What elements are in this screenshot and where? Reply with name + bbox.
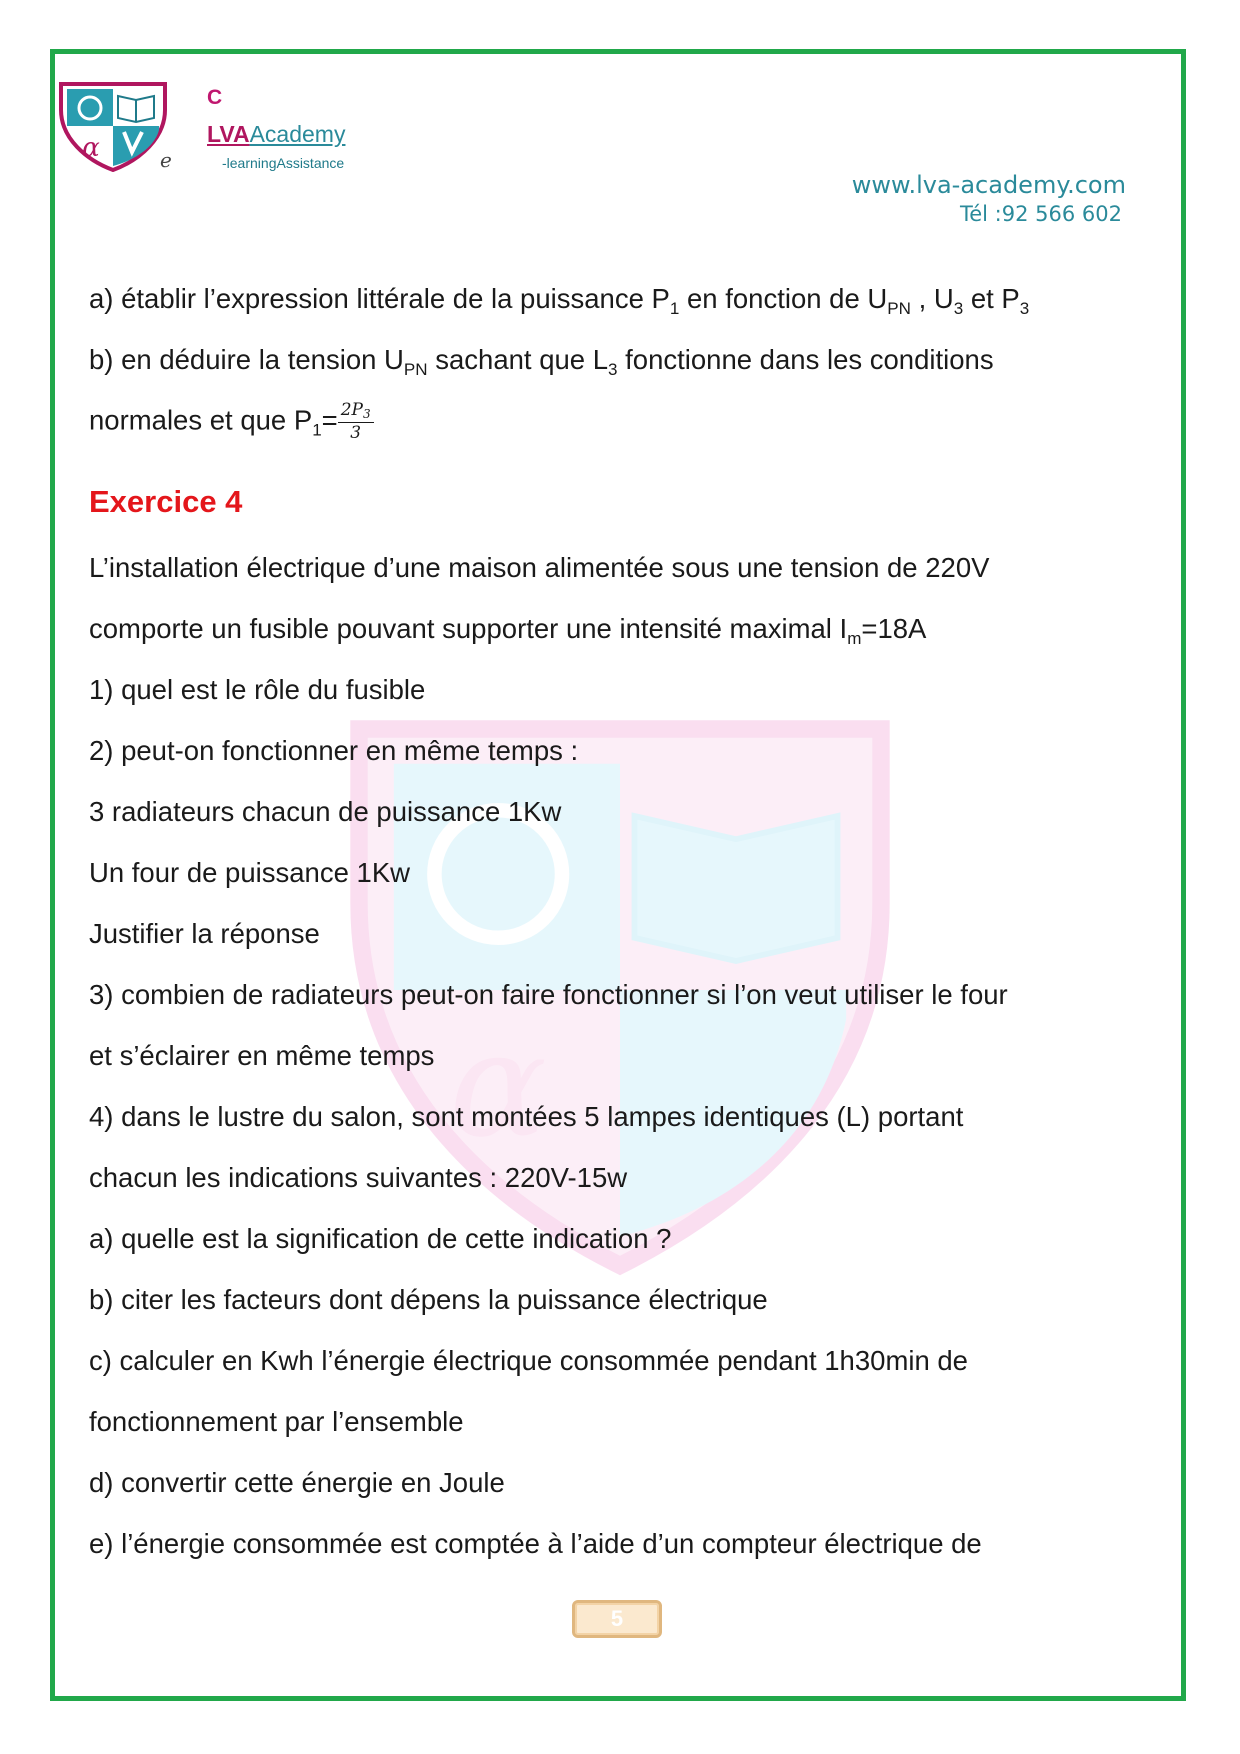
question-b-cont: normales et que $P_1=$ $\frac{2P3}{3}$ (89, 400, 374, 444)
question-4-line-2: chacun les indications suivantes : 220V-15w (89, 1162, 628, 1193)
question-2: 2) peut-on fonctionner en même temps : (89, 735, 579, 766)
logo-letter: C (207, 86, 223, 109)
brand-name: LVAAcademy (207, 121, 346, 147)
question-4e: e) l’énergie consommée est comptée à l’aide d’un compteur électrique de (89, 1528, 982, 1559)
question-4d: d) convertir cette énergie en Joule (89, 1467, 505, 1498)
question-2-item-2: Un four de puissance 1Kw (89, 857, 411, 888)
fraction: $\frac{2P3}{3}$ (338, 400, 374, 444)
website-link[interactable]: www.lva-academy.com (851, 171, 1126, 199)
question-1: 1) quel est le rôle du fusible (89, 674, 426, 705)
brand-e: e (160, 148, 172, 172)
svg-text:α: α (449, 1001, 548, 1170)
phone-number: Tél :92 566 602 (959, 202, 1122, 226)
question-2-justify: Justifier la réponse (89, 918, 320, 949)
brand-tagline: -learningAssistance (222, 155, 345, 171)
question-4a: a) quelle est la signification de cette indication ? (89, 1223, 672, 1254)
question-2-item-1: 3 radiateurs chacun de puissance 1Kw (89, 796, 562, 827)
exercise-intro-1: L’installation électrique d’une maison alimentée sous une tension de 220V (89, 552, 990, 583)
question-4b: b) citer les facteurs dont dépens la puissance électrique (89, 1284, 768, 1315)
svg-text:α: α (82, 133, 100, 163)
question-3-line-2: et s’éclairer en même temps (89, 1040, 435, 1071)
exercise-intro-2: comporte un fusible pouvant supporter une intensité maximal $I_m=18A$ (89, 613, 927, 648)
question-a: a) établir l’expression littérale de la puissance $P_1$ en fonction de $U_{PN}$ , $U_3$ et $P_3$ (89, 283, 1030, 318)
question-3-line-1: 3) combien de radiateurs peut-on faire fonctionner si l’on veut utiliser le four (89, 979, 1008, 1010)
question-b: b) en déduire la tension $U_{PN}$ sachant que $L_3$ fonctionne dans les conditions (89, 344, 994, 379)
question-4c-line-2: fonctionnement par l’ensemble (89, 1406, 464, 1437)
page-number: 5 (572, 1600, 662, 1638)
exercise-title: Exercice 4 (89, 484, 243, 519)
question-4-line-1: 4) dans le lustre du salon, sont montées 5 lampes identiques (L) portant (89, 1101, 964, 1132)
academy-logo (58, 80, 168, 172)
question-4c-line-1: c) calculer en Kwh l’énergie électrique consommée pendant 1h30min de (89, 1345, 968, 1376)
